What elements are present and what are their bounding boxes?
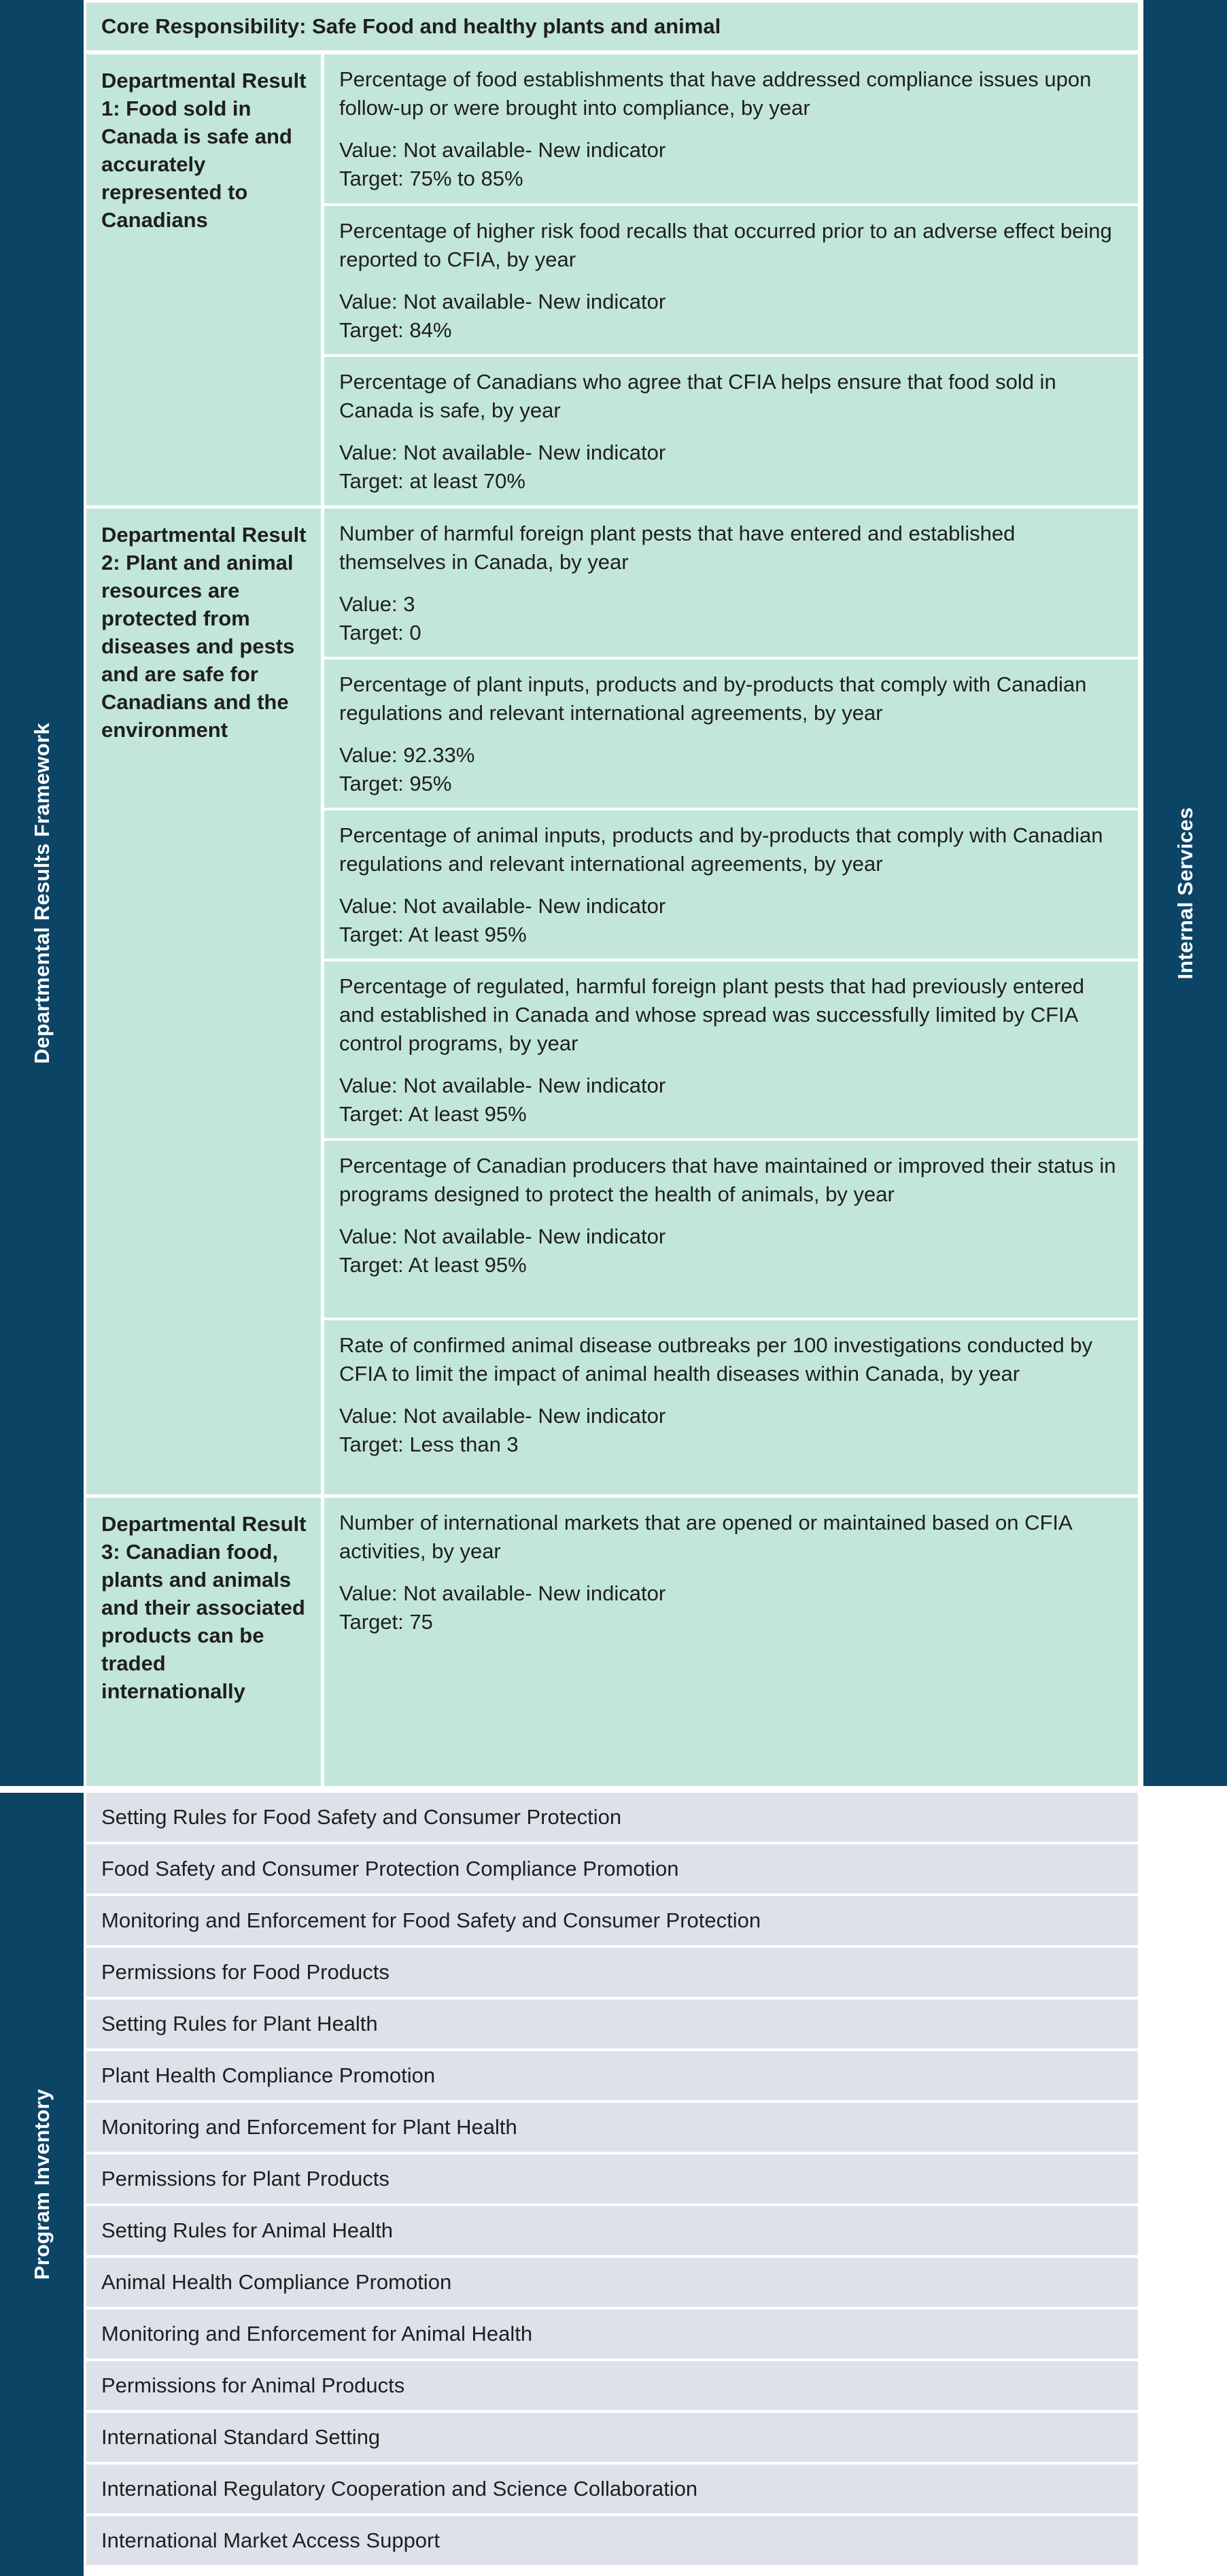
indicator-description: Percentage of Canadian producers that have maintained or improved their status in programs designed to protect the health of animals, by year xyxy=(339,1154,1116,1206)
program-item: Monitoring and Enforcement for Animal Health xyxy=(86,2309,1138,2358)
program-item: Plant Health Compliance Promotion xyxy=(86,2051,1138,2100)
indicator-value: Value: 92.33% xyxy=(339,743,475,767)
program-item: Permissions for Plant Products xyxy=(86,2154,1138,2203)
departmental-result-2-label: Departmental Result 2: Plant and animal resources are protected from diseases and pests and are safe for Canadians and the environment xyxy=(86,509,321,1494)
internal-services-bar xyxy=(1143,0,1227,1786)
program-item: International Market Access Support xyxy=(86,2516,1138,2565)
indicator-target: Target: At least 95% xyxy=(339,923,527,946)
program-item: Animal Health Compliance Promotion xyxy=(86,2258,1138,2307)
indicator-value: Value: Not available- New indicator xyxy=(339,441,666,464)
indicator-cell xyxy=(324,54,1138,203)
indicator-value: Value: Not available- New indicator xyxy=(339,1074,666,1097)
indicator-cell xyxy=(324,810,1138,959)
internal-services-label: Internal Services xyxy=(1173,806,1197,980)
program-item: Monitoring and Enforcement for Food Safety and Consumer Protection xyxy=(86,1896,1138,1945)
indicator-description: Percentage of regulated, harmful foreign plant pests that had previously entered and established in Canada and whose spread was successfully limited by CFIA control programs, by year xyxy=(339,974,1085,1055)
indicator-description: Percentage of higher risk food recalls that occurred prior to an adverse effect being reported to CFIA, by year xyxy=(339,219,1112,271)
program-item: Food Safety and Consumer Protection Compliance Promotion xyxy=(86,1844,1138,1893)
program-item: Setting Rules for Animal Health xyxy=(86,2206,1138,2255)
indicator-cell xyxy=(324,659,1138,808)
departmental-result-3-label: Departmental Result 3: Canadian food, plants and animals and their associated products can be traded internationally xyxy=(86,1498,321,1786)
indicator-description: Percentage of plant inputs, products and by-products that comply with Canadian regulations and relevant international agreements, by year xyxy=(339,672,1087,725)
indicator-cell xyxy=(324,1498,1138,1786)
indicator-value: Value: Not available- New indicator xyxy=(339,1224,666,1248)
indicator-value: Value: Not available- New indicator xyxy=(339,290,666,313)
indicator-value: Value: Not available- New indicator xyxy=(339,1581,666,1605)
program-item: Permissions for Food Products xyxy=(86,1948,1138,1997)
indicator-description: Percentage of animal inputs, products and by-products that comply with Canadian regulations and relevant international agreements, by year xyxy=(339,823,1103,876)
indicator-target: Target: At least 95% xyxy=(339,1253,527,1277)
indicator-value: Value: 3 xyxy=(339,592,415,616)
indicator-cell xyxy=(324,509,1138,657)
indicator-description: Rate of confirmed animal disease outbreaks per 100 investigations conducted by CFIA to limit the impact of animal health diseases within Canada, by year xyxy=(339,1333,1093,1386)
program-item: Setting Rules for Food Safety and Consumer Protection xyxy=(86,1793,1138,1842)
indicator-cell xyxy=(324,961,1138,1138)
program-item: Monitoring and Enforcement for Plant Health xyxy=(86,2103,1138,2152)
program-inventory-label: Program Inventory xyxy=(29,2089,54,2280)
indicator-cell xyxy=(324,357,1138,505)
indicator-description: Percentage of food establishments that have addressed compliance issues upon follow-up or were brought into compliance, by year xyxy=(339,67,1092,120)
indicator-value: Value: Not available- New indicator xyxy=(339,138,666,162)
indicator-cell xyxy=(324,1320,1138,1494)
indicator-description: Number of harmful foreign plant pests that have entered and established themselves in Canada, by year xyxy=(339,521,1016,574)
core-responsibility-header: Core Responsibility: Safe Food and healthy plants and animal xyxy=(86,3,1138,50)
indicator-value: Value: Not available- New indicator xyxy=(339,894,666,918)
indicator-target: Target: at least 70% xyxy=(339,469,525,493)
indicator-target: Target: 84% xyxy=(339,318,452,342)
departmental-result-1-label: Departmental Result 1: Food sold in Canada is safe and accurately represented to Canadians xyxy=(86,54,321,505)
indicator-cell xyxy=(324,206,1138,354)
indicator-target: Target: 75 xyxy=(339,1610,433,1634)
program-item: International Regulatory Cooperation and Science Collaboration xyxy=(86,2465,1138,2513)
indicator-target: Target: 95% xyxy=(339,772,452,795)
indicator-value: Value: Not available- New indicator xyxy=(339,1404,666,1428)
indicator-target: Target: 75% to 85% xyxy=(339,167,523,190)
program-item: Permissions for Animal Products xyxy=(86,2361,1138,2410)
program-item: Setting Rules for Plant Health xyxy=(86,1999,1138,2048)
indicator-description: Percentage of Canadians who agree that CFIA helps ensure that food sold in Canada is safe, by year xyxy=(339,370,1056,422)
program-item: International Standard Setting xyxy=(86,2413,1138,2462)
program-inventory-bar xyxy=(0,1793,84,2576)
indicator-target: Target: Less than 3 xyxy=(339,1432,519,1456)
departmental-results-framework-bar xyxy=(0,0,84,1786)
framework-label: Departmental Results Framework xyxy=(29,722,54,1064)
indicator-description: Number of international markets that are opened or maintained based on CFIA activities, by year xyxy=(339,1511,1072,1563)
indicator-target: Target: 0 xyxy=(339,621,421,645)
indicator-target: Target: At least 95% xyxy=(339,1102,527,1126)
indicator-cell xyxy=(324,1141,1138,1318)
